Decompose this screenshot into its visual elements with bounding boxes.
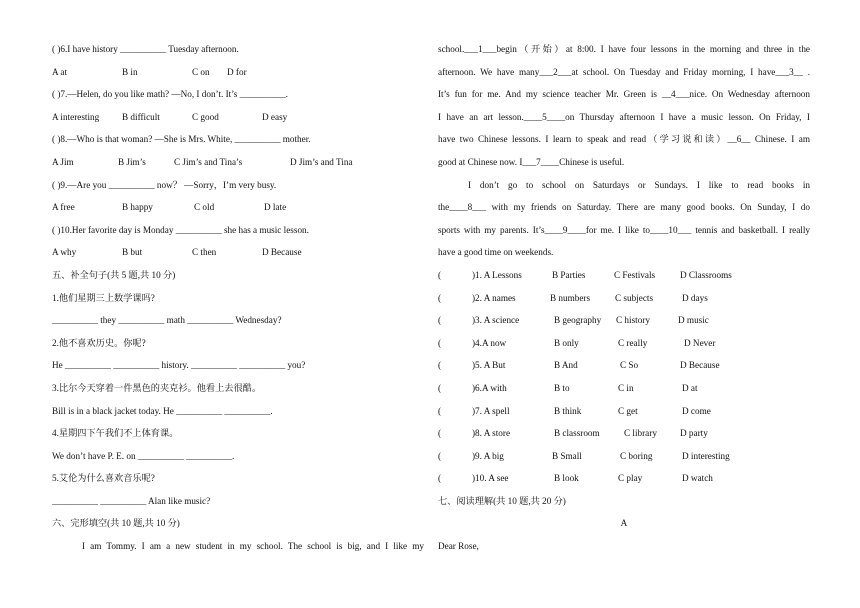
option-d: D for	[227, 66, 247, 77]
option-d: D easy	[262, 111, 288, 122]
option-d: D music	[678, 315, 709, 326]
answer-paren: (	[438, 450, 442, 461]
sentence-2-english: He __________ __________ history. __________ __________ you?	[52, 360, 306, 371]
option-c: C subjects	[615, 292, 654, 303]
question-6-options	[52, 61, 424, 84]
option-d: D party	[680, 428, 708, 439]
answer-paren: (	[438, 473, 442, 484]
cloze-question-10	[438, 467, 810, 490]
section-5-title: 五、补全句子(共 5 题,共 10 分)	[52, 269, 176, 280]
cloze-question-9	[438, 445, 810, 468]
option-b: B Small	[552, 450, 582, 461]
question-8-options	[52, 151, 424, 174]
option-a: )1. A Lessons	[472, 269, 522, 280]
option-b: B look	[554, 473, 579, 484]
option-d: D Because	[680, 360, 720, 371]
section-7-title: 七、阅读理解(共 10 题,共 20 分)	[438, 495, 566, 506]
option-b: B think	[554, 405, 582, 416]
option-b: B And	[554, 360, 578, 371]
option-b: B difficult	[122, 111, 160, 122]
option-a: )7. A spell	[472, 405, 510, 416]
sentence-1-english: __________ they __________ math __________ Wednesday?	[52, 315, 282, 326]
passage-a-heading: A	[620, 518, 628, 529]
cloze-question-8	[438, 422, 810, 445]
option-d: D late	[264, 202, 287, 213]
sentence-5-english: __________ __________ Alan like music?	[52, 495, 211, 506]
answer-paren: (	[438, 315, 442, 326]
option-b: B Jim’s	[118, 156, 146, 167]
option-c: C in	[618, 382, 634, 393]
question-10: ( )10.Her favorite day is Monday __________ she has a music lesson.	[52, 224, 309, 235]
option-d: D days	[682, 292, 708, 303]
cloze-question-6	[438, 377, 810, 400]
sentence-1-chinese: 1.他们星期三上数学课吗?	[52, 292, 155, 303]
question-6: ( )6.I have history __________ Tuesday afternoon.	[52, 44, 239, 54]
sentence-2-chinese: 2.他不喜欢历史。你呢?	[52, 337, 146, 348]
question-8: ( )8.—Who is that woman? —She is Mrs. White, __________ mother.	[52, 134, 311, 145]
option-b: B Parties	[552, 269, 586, 280]
sentence-5-chinese: 5.艾伦为什么喜欢音乐呢?	[52, 473, 155, 484]
option-a: A at	[52, 66, 68, 77]
option-a: )9. A big	[472, 450, 504, 461]
question-9-options	[52, 196, 424, 219]
sentence-3-chinese: 3.比尔今天穿着一件黑色的夹克衫。他看上去很酷。	[52, 382, 262, 393]
passage-line-10: have a good time on weekends.	[438, 247, 554, 258]
answer-paren: (	[438, 405, 442, 416]
option-c: C Jim’s and Tina’s	[174, 156, 243, 167]
option-d: D interesting	[682, 450, 730, 461]
question-10-options	[52, 241, 424, 264]
sentence-3-english: Bill is in a black jacket today. He __________ __________.	[52, 405, 273, 416]
option-c: C good	[192, 111, 219, 122]
passage-line-7: I don’t go to school on Saturdays or Sundays. I like to read books in	[468, 179, 810, 190]
option-b: B to	[554, 382, 570, 393]
option-a: A interesting	[52, 111, 100, 122]
cloze-question-1	[438, 264, 810, 287]
option-b: B but	[122, 247, 143, 258]
right-column	[438, 38, 810, 558]
option-a: A why	[52, 247, 77, 258]
option-a: )8. A store	[472, 428, 511, 439]
answer-paren: (	[438, 337, 442, 348]
option-c: C Festivals	[614, 269, 656, 280]
option-c: C get	[618, 405, 638, 416]
option-b: B classroom	[554, 428, 600, 439]
option-c: C boring	[620, 450, 653, 461]
sentence-4-english: We don’t have P. E. on __________ __________.	[52, 450, 235, 461]
option-c: C play	[618, 473, 643, 484]
option-c: C history	[616, 315, 650, 326]
passage-line-4: I have an art lesson.____5____on Thursday afternoon I have a music lesson. On Friday, I	[438, 111, 810, 122]
passage-line-2: afternoon. We have many___2___at school. On Tuesday and Friday morning, I have___3__ .	[438, 66, 810, 77]
option-d: D Never	[684, 337, 716, 348]
option-c: C library	[624, 428, 657, 439]
option-c: C So	[620, 360, 639, 371]
section-6-title: 六、完形填空(共 10 题,共 10 分)	[52, 518, 180, 529]
cloze-question-2	[438, 287, 810, 310]
option-a: )3. A science	[472, 315, 520, 326]
option-a: )2. A names	[472, 292, 516, 303]
option-c: C on	[192, 66, 210, 77]
passage-line-3: It’s fun for me. And my science teacher Mr. Green is __4___nice. On Wednesday afternoon	[438, 89, 810, 100]
option-d: D Classrooms	[680, 269, 732, 280]
option-a: )10. A see	[472, 473, 509, 484]
option-d: D come	[682, 405, 711, 416]
option-c: C old	[194, 202, 215, 213]
passage-line-8: the____8___ with my friends on Saturday. There are many good books. On Sunday, I do	[438, 202, 810, 213]
letter-greeting: Dear Rose,	[438, 541, 479, 552]
option-d: D watch	[682, 473, 713, 484]
option-a: )5. A But	[472, 360, 506, 371]
option-d: D Because	[262, 247, 302, 258]
question-9: ( )9.—Are you __________ now？ —Sorry，I’m very busy.	[52, 179, 277, 190]
cloze-question-5	[438, 354, 810, 377]
answer-paren: (	[438, 428, 442, 439]
option-b: B only	[554, 337, 579, 348]
option-c: C really	[618, 337, 648, 348]
option-a: A free	[52, 202, 75, 213]
passage-line-5: have two Chinese lessons. I learn to speak and read（学习说和读）__6__ Chinese. I am	[438, 134, 810, 145]
answer-paren: (	[438, 269, 442, 280]
cloze-question-7	[438, 400, 810, 423]
sentence-4-chinese: 4.星期四下午我们不上体育课。	[52, 428, 179, 439]
left-column	[52, 38, 424, 558]
option-d: D at	[682, 382, 698, 393]
question-7: ( )7.—Helen, do you like math? —No, I don’t. It’s __________.	[52, 89, 288, 100]
option-b: B in	[122, 66, 138, 77]
question-7-options	[52, 106, 424, 129]
option-b: B geography	[554, 315, 602, 326]
cloze-question-3	[438, 309, 810, 332]
cloze-options	[438, 264, 810, 490]
option-a: )6.A with	[472, 382, 507, 393]
cloze-question-4	[438, 332, 810, 355]
option-b: B numbers	[550, 292, 591, 303]
option-a: A Jim	[52, 156, 74, 167]
passage-first-line: I am Tommy. I am a new student in my school. The school is big, and I like my	[82, 541, 424, 552]
option-c: C then	[192, 247, 217, 258]
answer-paren: (	[438, 382, 442, 393]
passage-line-1: school.___1___begin（开始）at 8:00. I have four lessons in the morning and three in the	[438, 44, 810, 54]
answer-paren: (	[438, 292, 442, 303]
option-b: B happy	[122, 202, 153, 213]
passage-line-6: good at Chinese now. I___7____Chinese is useful.	[438, 156, 625, 167]
option-a: )4.A now	[472, 337, 507, 348]
option-d: D Jim’s and Tina	[290, 156, 353, 167]
passage-line-9: sports with my parents. It’s____9____for me. I like to____10___ tennis and basketball. I really	[438, 224, 810, 235]
answer-paren: (	[438, 360, 442, 371]
